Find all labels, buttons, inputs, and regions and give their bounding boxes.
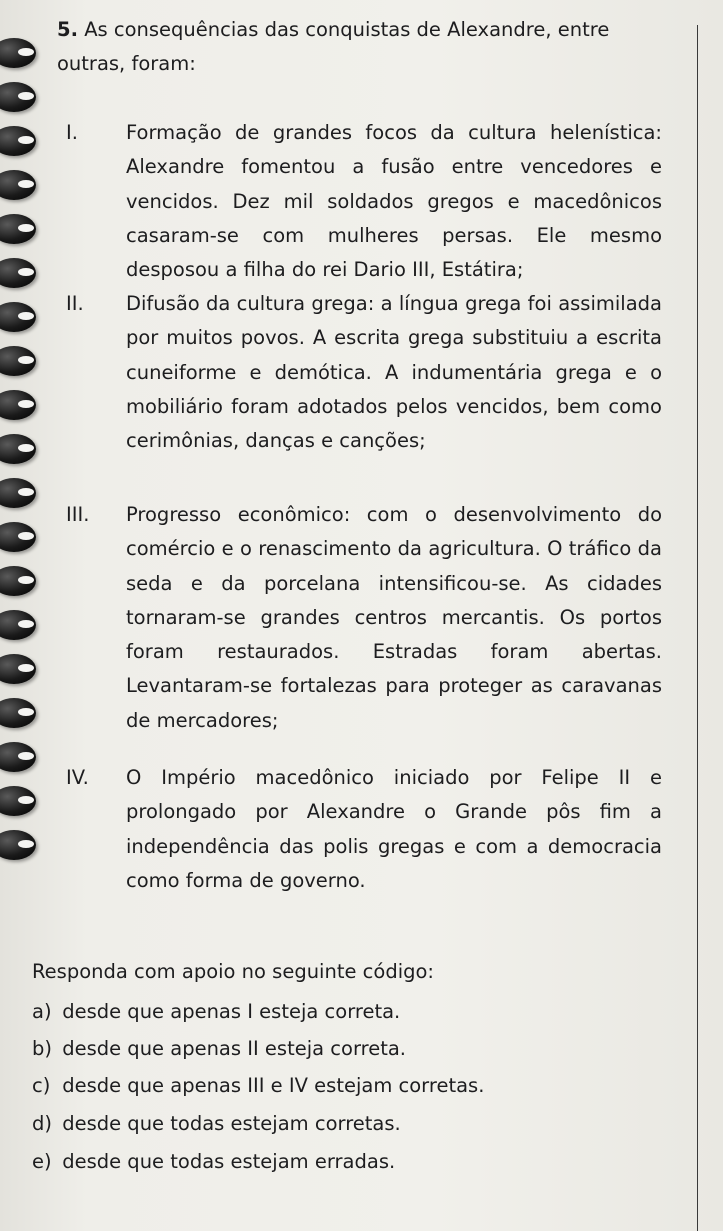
spiral-ring xyxy=(0,830,36,860)
spiral-ring xyxy=(0,214,36,244)
spiral-ring xyxy=(0,698,36,728)
option-a xyxy=(32,995,400,1029)
option-d-letter: d) xyxy=(32,1112,52,1135)
item-4-roman: IV. xyxy=(66,766,89,789)
item-3-roman: III. xyxy=(66,503,90,526)
spiral-ring xyxy=(0,82,36,112)
option-b xyxy=(32,1032,406,1066)
item-4-text: O Império macedônico iniciado por Felipe II e prolongado por Alexandre o Grande pôs fim a independência das polis gregas e com a democracia como forma de governo. xyxy=(126,766,662,892)
spiral-ring xyxy=(0,170,36,200)
item-1-roman: I. xyxy=(66,121,78,144)
item-1 xyxy=(66,116,666,296)
option-e xyxy=(32,1145,395,1179)
item-2-text: Difusão da cultura grega: a língua grega foi assimilada por muitos povos. A escrita grega substituiu a escrita cuneiforme e demótica. A indumentária grega e o mobiliário foram adotados pelos vencidos, bem como cerimônias, danças e canções; xyxy=(126,292,662,453)
spiral-ring xyxy=(0,742,36,772)
spiral-ring xyxy=(0,786,36,816)
spiral-ring xyxy=(0,346,36,376)
option-b-letter: b) xyxy=(32,1037,52,1060)
option-a-text: desde que apenas I esteja correta. xyxy=(62,1000,401,1023)
item-2 xyxy=(66,287,666,497)
item-4 xyxy=(66,761,666,901)
spiral-ring xyxy=(0,610,36,640)
spiral-ring xyxy=(0,258,36,288)
question-header xyxy=(57,13,657,82)
item-3-text: Progresso econômico: com o desenvolvimento do comércio e o renascimento da agricultura. O tráfico da seda e da porcelana intensificou-se. As cidades tornaram-se grandes centros mercantis. Os portos foram restaurados. Estradas foram abertas. Levantaram-se fortalezas para proteger as caravanas de mercadores; xyxy=(126,503,662,732)
option-d-text: desde que todas estejam corretas. xyxy=(62,1112,401,1135)
margin-line xyxy=(697,25,698,1231)
option-c-letter: c) xyxy=(32,1074,51,1097)
option-e-text: desde que todas estejam erradas. xyxy=(62,1150,396,1173)
option-d xyxy=(32,1107,401,1141)
spiral-ring xyxy=(0,654,36,684)
item-3 xyxy=(66,498,666,748)
answer-instruction: Responda com apoio no seguinte código: xyxy=(32,960,434,983)
spiral-ring xyxy=(0,302,36,332)
spiral-ring xyxy=(0,434,36,464)
spiral-ring xyxy=(0,38,36,68)
question-number: 5. xyxy=(57,18,78,41)
spiral-ring xyxy=(0,522,36,552)
option-a-letter: a) xyxy=(32,1000,52,1023)
item-2-roman: II. xyxy=(66,292,84,315)
option-b-text: desde que apenas II esteja correta. xyxy=(62,1037,407,1060)
question-prompt: As consequências das conquistas de Alexandre, entre outras, foram: xyxy=(57,18,610,76)
spiral-ring xyxy=(0,566,36,596)
option-c-text: desde que apenas III e IV estejam corretas. xyxy=(62,1074,485,1097)
option-e-letter: e) xyxy=(32,1150,52,1173)
spiral-ring xyxy=(0,478,36,508)
option-c xyxy=(32,1069,484,1103)
spiral-ring xyxy=(0,390,36,420)
item-1-text: Formação de grandes focos da cultura helenística: Alexandre fomentou a fusão entre vencedores e vencidos. Dez mil soldados gregos e macedônicos casaram-se com mulheres persas. Ele mesmo desposou a filha do rei Dario III, Estátira; xyxy=(126,121,662,282)
spiral-ring xyxy=(0,126,36,156)
